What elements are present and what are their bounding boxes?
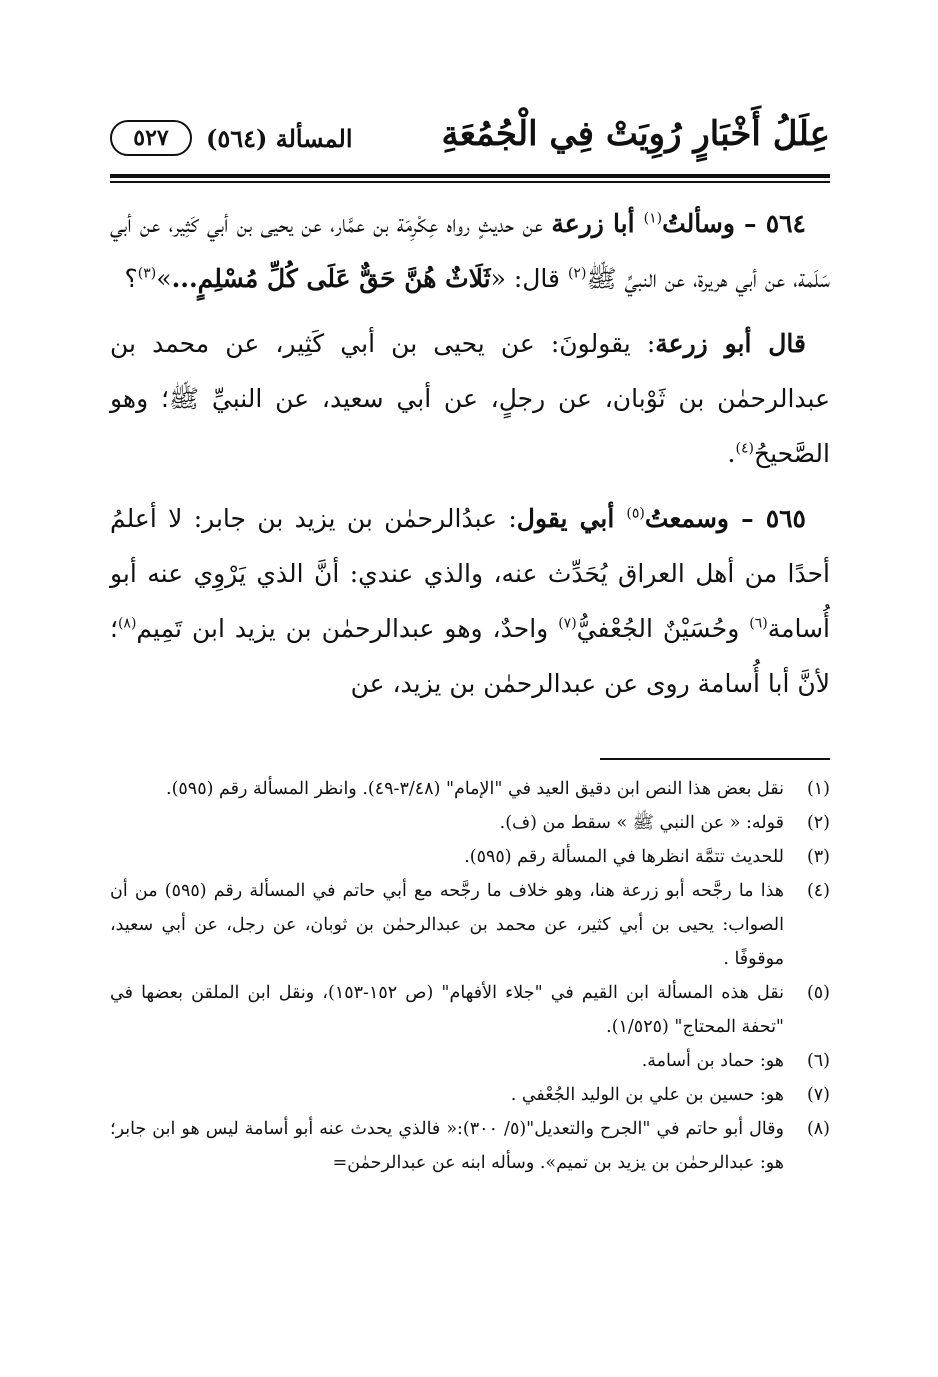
footnote-ref: (٣) — [137, 265, 157, 282]
footnote-8 — [110, 1112, 830, 1180]
issue-label: المسألة (٥٦٤) — [206, 124, 353, 153]
header-rule-thin — [110, 181, 830, 183]
footnote-number: (٨) — [806, 1119, 830, 1139]
footnote-text: قوله: « عن النبي ﷺ » سقط من (ف). — [499, 813, 784, 833]
paragraph-text: ؟ — [124, 264, 138, 293]
footnote-number: (٢) — [806, 813, 830, 833]
footnote-5 — [110, 976, 830, 1044]
running-header — [110, 108, 830, 168]
footnote-number: (١) — [806, 779, 830, 799]
paragraph-text: واحدٌ، وهو عبدالرحمٰن بن يزيد ابن تَمِيم — [136, 614, 559, 643]
paragraph-lead: قال أبو زرعة — [655, 329, 806, 358]
paragraph-text: : يقولونَ: عن يحيى بن أبي كَثِير، عن محمد بن عبدالرحمٰن بن ثَوْبان، عن رجلٍ، عن أبي سعيد، عن النبيِّ ﷺ؛ وهو الصَّحيحُ — [110, 329, 830, 468]
page-number: ٥٢٧ — [110, 120, 192, 156]
footnote-4 — [110, 874, 830, 976]
paragraph-text: ؛ لأنَّ أبا أُسامة روى عن عبدالرحمٰن بن يزيد، عن — [110, 614, 830, 698]
paragraph-text: » — [156, 264, 172, 293]
main-text — [110, 196, 830, 721]
paragraph-text: . — [727, 439, 736, 468]
footnote-2 — [110, 806, 830, 840]
footnote-text: نقل بعض هذا النص ابن دقيق العيد في "الإمام" (٣/٤٨-٤٩). وانظر المسألة رقم (٥٩٥). — [166, 779, 784, 799]
footnote-1 — [110, 772, 830, 806]
footnote-number: (٦) — [806, 1051, 830, 1071]
footnote-number: (٤) — [806, 881, 830, 901]
paragraph-lead: ٥٦٥ – وسمعتُ — [644, 504, 806, 533]
footnote-6 — [110, 1044, 830, 1078]
paragraph-lead: ٥٦٤ – وسألتُ — [662, 209, 806, 238]
paragraph-lead-rest: أبا زرعة — [551, 209, 644, 238]
footnotes — [110, 772, 830, 1180]
footnote-number: (٥) — [806, 983, 830, 1003]
footnote-3 — [110, 840, 830, 874]
footnote-text: هو: حسين بن علي بن الوليد الجُعْفي . — [510, 1085, 784, 1105]
paragraph-text: وحُسَيْنٌ الجُعْفيُّ — [576, 614, 750, 643]
footnote-ref: (١) — [643, 210, 663, 227]
footnote-ref: (٥) — [626, 505, 645, 522]
footnote-text: للحديث تتمَّة انظرها في المسألة رقم (٥٩٥). — [464, 847, 784, 867]
paragraph-text: عن حديثٍ رواه عِكْرِمَة بن عمَّار، عن يحيى بن أبي كَثِير، عن أبي سَلَمة، عن أبي هريرة، عن النبيِّ ﷺ — [110, 209, 830, 293]
footnote-text: هذا ما رجَّحه أبو زرعة هنا، وهو خلاف ما رجَّحه مع أبي حاتم في المسألة رقم (٥٩٥) من أن الصواب: يحيى بن أبي كثير، عن محمد بن عبدالرحمٰن بن ثوبان، عن رجل، عن أبي سعيد، موقوفًا . — [110, 881, 784, 969]
paragraph-565 — [110, 491, 830, 711]
paragraph-abu-zura — [110, 316, 830, 481]
footnote-ref: (٨) — [117, 615, 137, 632]
footnote-ref: (٦) — [749, 615, 768, 632]
footnote-ref: (٢) — [567, 265, 587, 282]
header-rule-thick — [110, 174, 830, 178]
footnote-number: (٧) — [806, 1085, 830, 1105]
footnote-separator — [600, 758, 830, 760]
footnote-number: (٣) — [806, 847, 830, 867]
book-title: عِلَلُ أَخْبَارٍ رُوِيَتْ فِي الْجُمُعَةِ — [441, 114, 830, 154]
footnote-text: نقل هذه المسألة ابن القيم في "جلاء الأفهام" (ص ١٥٢-١٥٣)، ونقل ابن الملقن بعضها في "تحفة المحتاج" (١/٥٢٥). — [110, 983, 785, 1037]
paragraph-564 — [110, 196, 830, 306]
footnote-text: هو: حماد بن أسامة. — [641, 1051, 784, 1071]
footnote-text: وقال أبو حاتم في "الجرح والتعديل"(٥/ ٣٠٠):« فالذي يحدث عنه أبو أسامة ليس هو ابن جابر؛ هو: عبدالرحمٰن بن يزيد بن تميم». وسأله ابنه عن عبدالرحمٰن= — [110, 1119, 784, 1173]
footnote-ref: (٤) — [735, 440, 754, 457]
paragraph-lead-rest: أبي يقول — [516, 504, 627, 533]
paragraph-text: : عبدُالرحمٰن بن يزيد بن جابر: لا أعلمُ أحدًا من أهل العراق يُحَدِّث عنه، والذي عندي: أنَّ الذي يَرْوِي عنه أبو أُسامة — [110, 504, 830, 643]
footnote-7 — [110, 1078, 830, 1112]
footnote-ref: (٧) — [558, 615, 577, 632]
hadith-quote: ثَلَاثٌ هُنَّ حَقٌّ عَلَى كُلِّ مُسْلِمٍ... — [171, 264, 491, 293]
paragraph-text: قال: « — [490, 264, 568, 293]
